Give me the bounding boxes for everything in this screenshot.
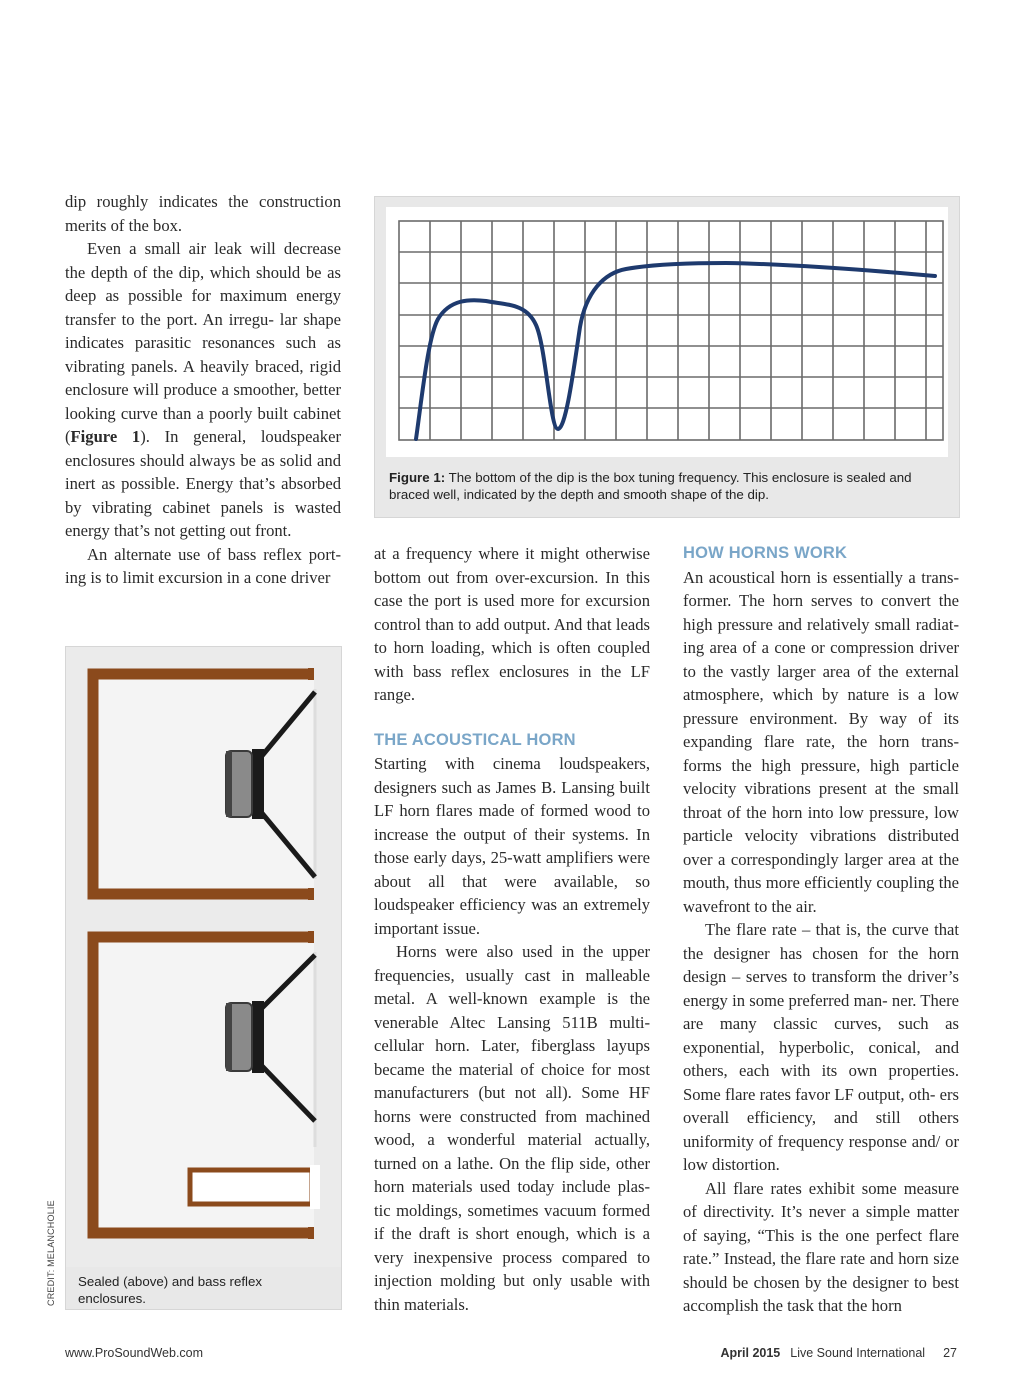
footer-issue-info	[721, 1346, 958, 1360]
impedance-curve-chart	[386, 207, 948, 457]
paragraph: An alternate use of bass reflex port- ing is to limit excursion in a cone driver	[65, 544, 341, 587]
issue-date: April 2015	[720, 1346, 781, 1360]
magazine-name: Live Sound International	[790, 1346, 926, 1360]
section-heading: HOW HORNS WORK	[683, 544, 848, 562]
footer-url[interactable]: www.ProSoundWeb.com	[65, 1346, 204, 1360]
column-1	[65, 190, 341, 590]
paragraph: Horns were also used in the upper frequencies, usually cast in malleable metal. A well-known example is the venerable Altec Lansing 511B multi- cellular horn. Later, fiberglass layups became the material of choice for most manufacturers (but not all). Some HF horns were constructed from machined wood, a wonderful material actually, turned on a lathe. On the flip side, other horn materials used today include plas- tic moldings, sometimes vacuum formed if the draft is short enough, which is a very inexpensive process compared to injection molding but only usable with thin materials.	[374, 942, 650, 1314]
paragraph: dip roughly indicates the construction merits of the box.	[65, 192, 341, 235]
figure-label: Figure 1:	[389, 470, 446, 485]
figure-enclosures	[65, 646, 342, 1310]
photo-credit: CREDIT: MELANCHOLIE	[46, 1200, 56, 1306]
paragraph: The flare rate – that is, the curve that the designer has chosen for the horn design – serves to transform the driver’s energy in some preferred man- ner. There are many classic curves, such as exponential, hyperbolic, conical, and others, each with its own properties. Some flare rates favor LF output, oth- ers overall efficiency, and still others uniformity of frequency response and/ or low distortion.	[683, 920, 959, 1174]
paragraph: Starting with cinema loudspeakers, designers such as James B. Lansing built LF horn flares made of formed wood to increase the output of their systems. In those early days, 25-watt amplifiers were about all that were available, so loudspeaker efficiency was an extremely important issue.	[374, 754, 650, 938]
figure-1-caption: Figure 1: The bottom of the dip is the box tuning frequency. This enclosure is sealed and braced well, indicated by the depth and smooth shape of the dip.	[389, 470, 912, 502]
figure-1	[374, 196, 960, 518]
bass-reflex-enclosure	[93, 931, 320, 1239]
enclosure-illustration	[66, 647, 341, 1267]
figure-enclosures-caption: Sealed (above) and bass reflex enclosures.	[78, 1274, 263, 1306]
column-3	[683, 542, 959, 1318]
paragraph: All flare rates exhibit some measure of directivity. It’s never a simple matter of saying, “This is the one perfect flare rate.” Instead, the flare rate and horn size should be chosen by the designer to best accomplish the task that the horn	[683, 1178, 959, 1315]
figure-reference: Figure 1	[70, 427, 141, 446]
section-heading: THE ACOUSTICAL HORN	[374, 730, 576, 749]
bass-port	[190, 1170, 312, 1204]
page-number: 27	[943, 1346, 957, 1360]
sealed-enclosure	[93, 668, 315, 900]
paragraph: Even a small air leak will decrease the depth of the dip, which should be as deep as possible for maximum energy transfer to the port. An irregu- lar shape indicates parasitic resonances such as vibrating panels. A heavily braced, rigid enclosure will produce a smoother, better looking curve than a poorly built cabinet (Figure 1). In general, loudspeaker enclosures should always be as solid and inert as possible. Energy that’s absorbed by vibrating cabinet panels is wasted energy that’s not getting out front.	[65, 239, 341, 540]
column-2	[374, 542, 650, 1316]
paragraph: An acoustical horn is essentially a trans- former. The horn serves to convert the high pressure and relatively small radiat- ing area of a cone or compression driver to the vastly larger area of the external atmosphere, which by nature is a low pressure environment. By way of its expanding flare rate, the horn trans- forms the high pressure, high particle velocity vibrations present at the small throat of the horn into low pressure, low particle velocity vibrations distributed over a correspondingly larger area at the mouth, thus more efficiently coupling the wavefront to the air.	[683, 567, 959, 916]
paragraph: at a frequency where it might otherwise bottom out from over-excursion. In this case the port is used more for excursion control than to add output. And that leads to horn loading, which is often coupled with bass reflex enclosures in the LF range.	[374, 544, 650, 704]
